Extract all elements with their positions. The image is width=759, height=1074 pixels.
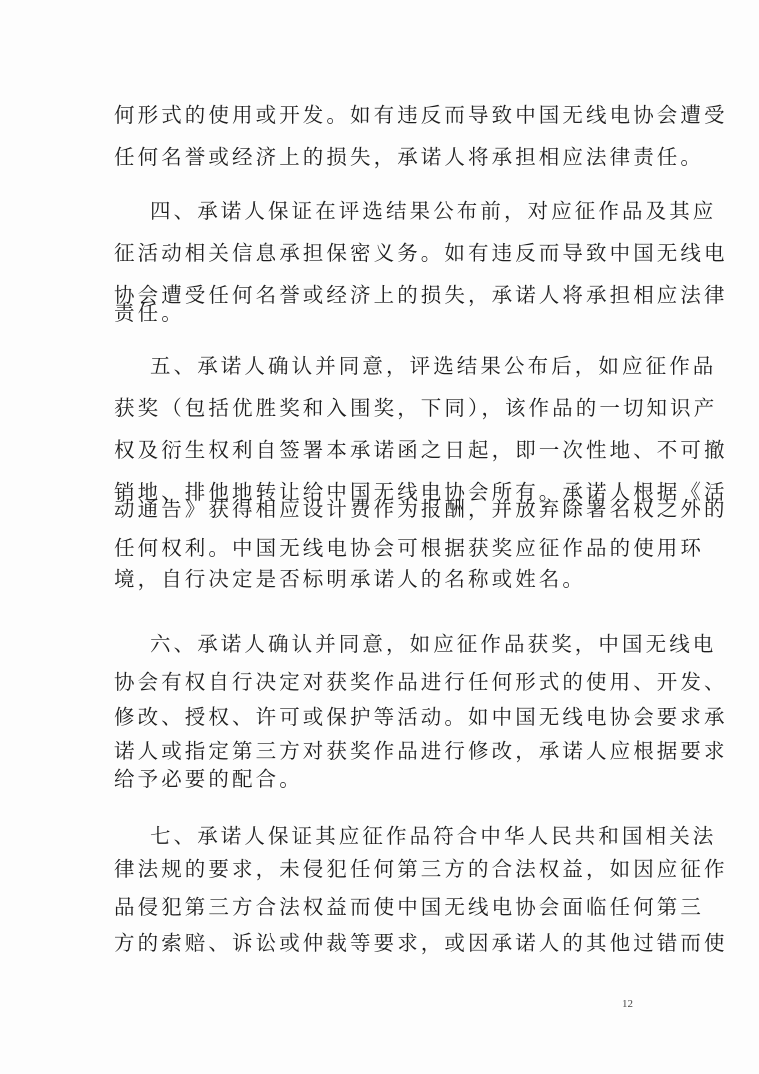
paragraph-7-start: 七、承诺人保证其应征作品符合中华人民共和国相关法 (150, 824, 717, 848)
text-line: 品侵犯第三方合法权益而使中国无线电协会面临任何第三 (114, 895, 704, 919)
text-line: 给予必要的配合。 (114, 767, 303, 791)
text-line: 任何权利。中国无线电协会可根据获奖应征作品的使用环 (114, 536, 704, 560)
text-line: 协会有权自行决定对获奖作品进行任何形式的使用、开发、 (114, 670, 728, 694)
paragraph-5-start: 五、承诺人确认并同意，评选结果公布后，如应征作品 (150, 354, 717, 378)
text-line: 征活动相关信息承担保密义务。如有违反而导致中国无线电 (114, 241, 728, 265)
text-line: 责任。 (114, 301, 185, 325)
text-line: 诺人或指定第三方对获奖作品进行修改，承诺人应根据要求 (114, 739, 728, 763)
text-line: 修改、授权、许可或保护等活动。如中国无线电协会要求承 (114, 705, 728, 729)
text-line: 境，自行决定是否标明承诺人的名称或姓名。 (114, 567, 586, 591)
paragraph-6-start: 六、承诺人确认并同意，如应征作品获奖，中国无线电 (150, 632, 717, 656)
text-line: 动通告》获得相应设计费作为报酬，并放弃除署名权之外的 (114, 497, 728, 521)
text-line: 获奖（包括优胜奖和入围奖，下同），该作品的一切知识产 (114, 396, 718, 420)
text-line: 律法规的要求，未侵犯任何第三方的合法权益，如因应征作 (114, 857, 728, 881)
text-line: 销地、排他地转让给中国无线电协会所有。承诺人根据《活 (114, 480, 728, 504)
text-line: 权及衍生权利自签署本承诺函之日起，即一次性地、不可撤 (114, 438, 728, 462)
page-number: 12 (622, 998, 633, 1010)
text-line: 协会遭受任何名誉或经济上的损失，承诺人将承担相应法律 (114, 283, 728, 307)
text-line: 方的索赔、诉讼或仲裁等要求，或因承诺人的其他过错而使 (114, 931, 728, 955)
paragraph-4-start: 四、承诺人保证在评选结果公布前，对应征作品及其应 (150, 199, 717, 223)
text-line: 何形式的使用或开发。如有违反而导致中国无线电协会遭受 (114, 103, 728, 127)
text-line: 任何名誉或经济上的损失，承诺人将承担相应法律责任。 (114, 145, 704, 169)
